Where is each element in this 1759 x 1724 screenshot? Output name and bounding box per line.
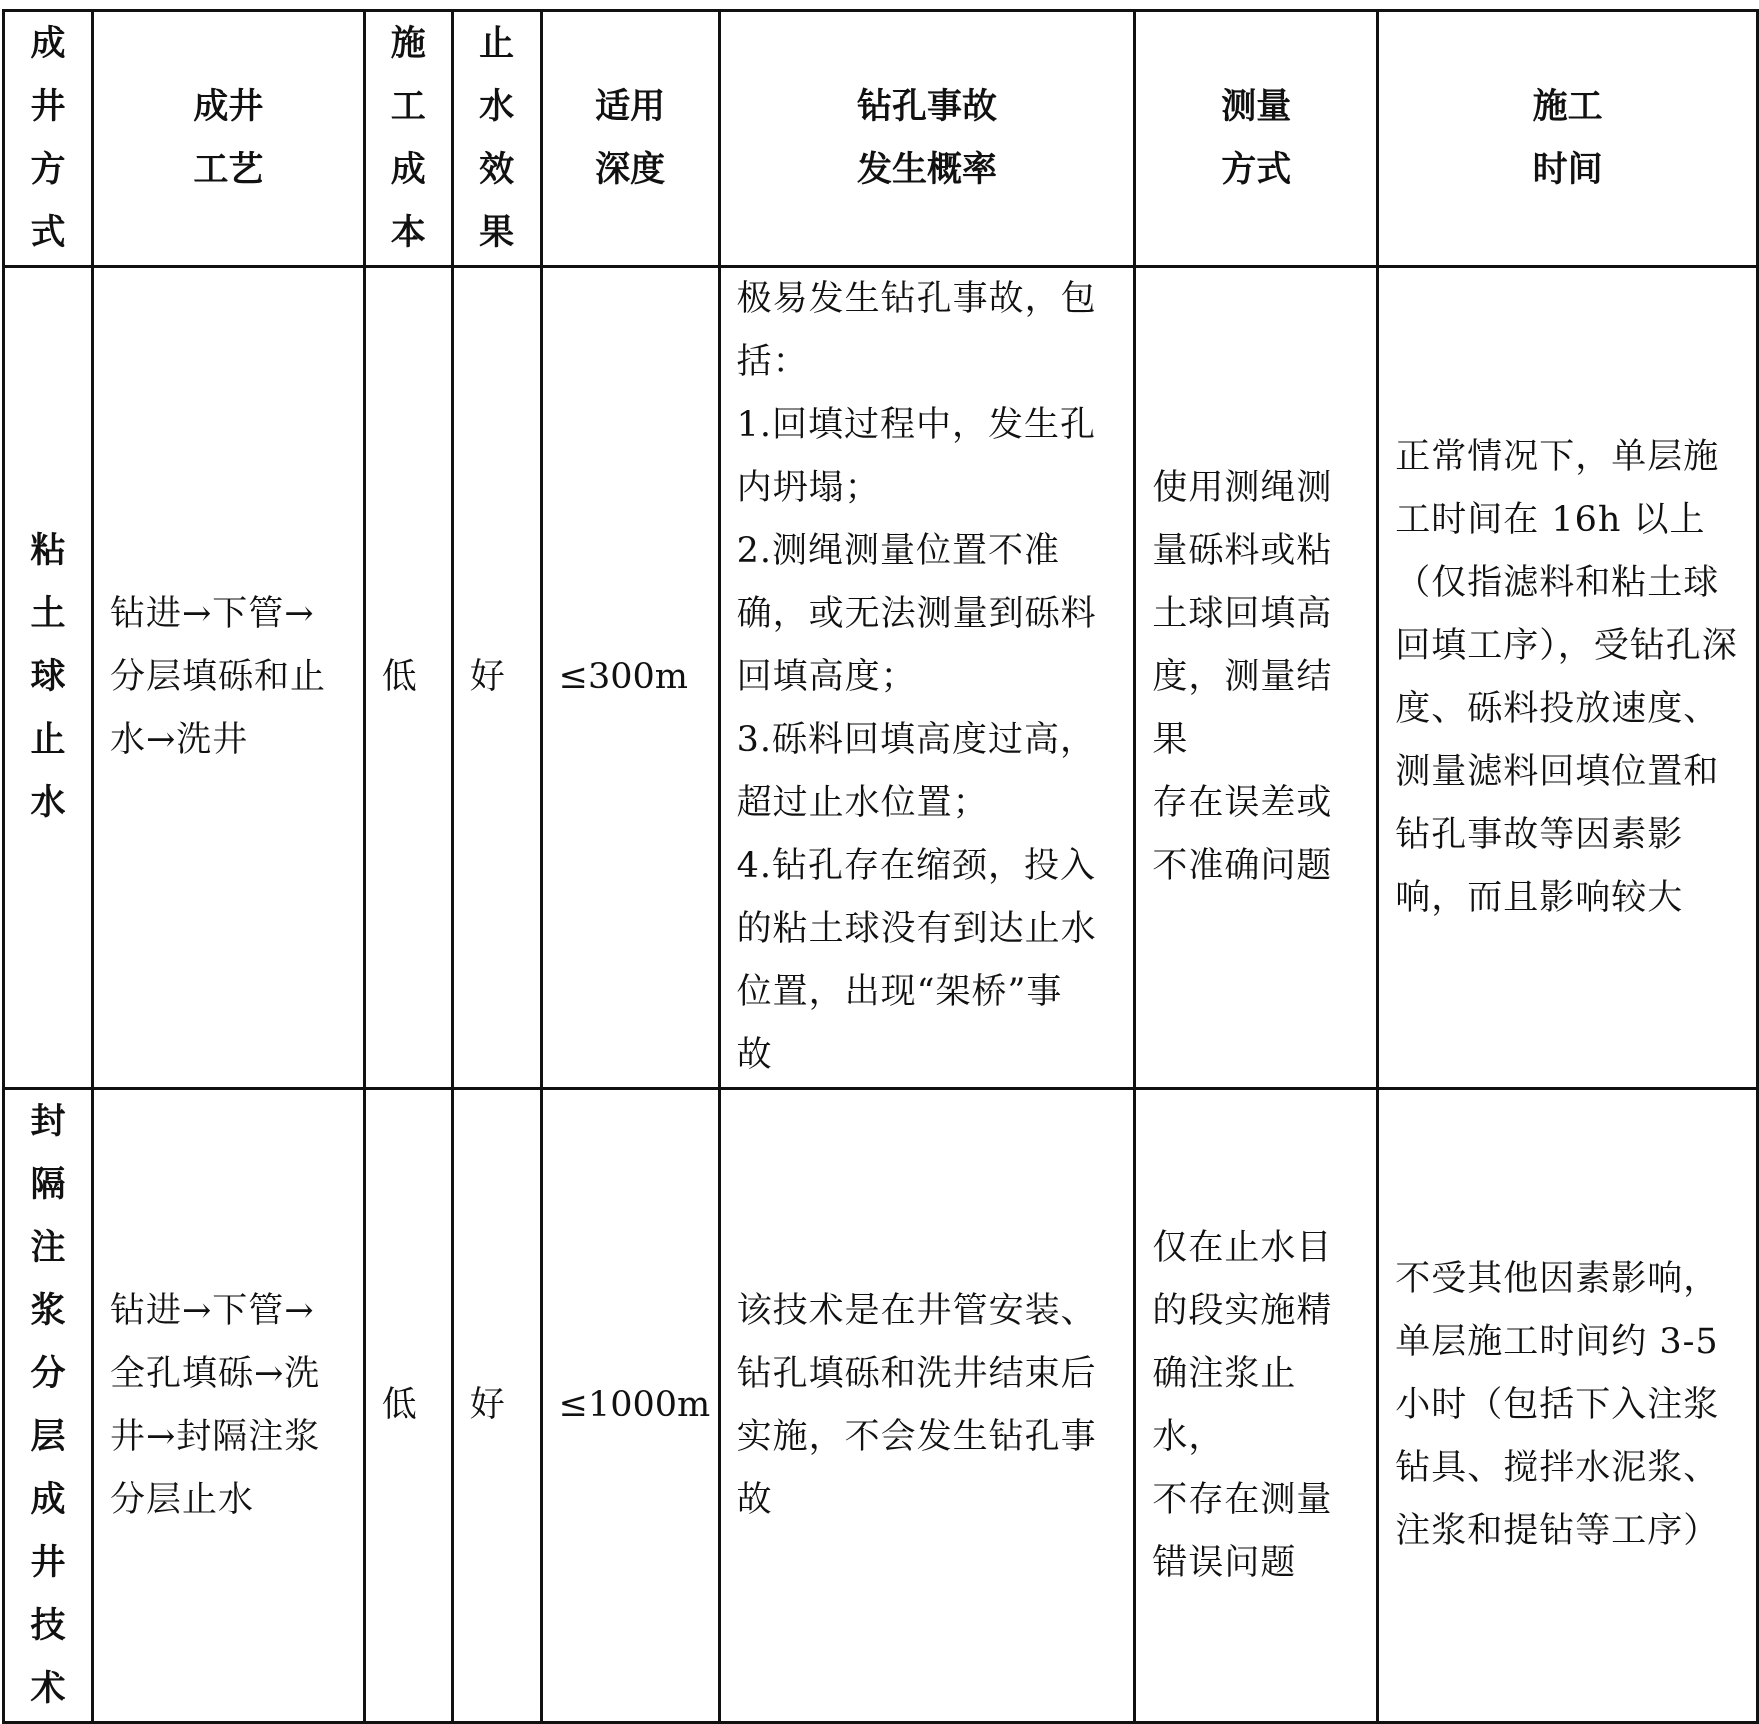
row2-depth: ≤1000m [541,1089,719,1723]
row2-time: 不受其他因素影响， 单层施工时间约 3-5 小时（包括下入注浆 钻具、搅拌水泥浆、 注浆和提钻等工序） [1378,1089,1758,1723]
header-depth: 适用 深度 [541,11,719,267]
row1-depth: ≤300m [541,267,719,1089]
header-effect [452,11,541,267]
row1-method [4,267,93,1089]
row2-process: 钻进→下管→ 全孔填砾→洗 井→封隔注浆 分层止水 [92,1089,364,1723]
row1-method-text: 粘 土 球 止 水 [30,531,66,823]
header-measure: 测量 方式 [1135,11,1378,267]
row1-cost: 低 [364,267,452,1089]
table-header-row [4,11,1758,267]
row2-method [4,1089,93,1723]
table-row-packer-grouting [4,1089,1758,1723]
row2-cost: 低 [364,1089,452,1723]
row2-method-text: 封 隔 注 浆 分 层 成 井 技 术 [30,1101,66,1709]
row1-effect: 好 [452,267,541,1089]
row1-time: 正常情况下，单层施 工时间在 16h 以上 （仅指滤料和粘土球 回填工序），受钻孔深 度、砾料投放速度、 测量滤料回填位置和 钻孔事故等因素影 响，而且影响较大 [1378,267,1758,1089]
header-effect-text: 止 水 效 果 [479,23,515,253]
row1-process: 钻进→下管→ 分层填砾和止 水→洗井 [92,267,364,1089]
header-accident: 钻孔事故 发生概率 [719,11,1135,267]
header-method-text: 成 井 方 式 [30,23,66,253]
row2-effect: 好 [452,1089,541,1723]
row2-accident: 该技术是在井管安装、 钻孔填砾和洗井结束后 实施，不会发生钻孔事 故 [719,1089,1135,1723]
row2-measure: 仅在止水目 的段实施精 确注浆止水， 不存在测量 错误问题 [1135,1089,1378,1723]
header-method [4,11,93,267]
header-time: 施工 时间 [1378,11,1758,267]
row1-accident: 极易发生钻孔事故，包 括： 1.回填过程中，发生孔 内坍塌； 2.测绳测量位置不准 确，或无法测量到砾料 回填高度； 3.砾料回填高度过高， 超过止水位置； 4.钻孔存在缩颈，投入 的粘土球没有到达止水 位置，出现“架桥”事 故 [719,267,1135,1089]
header-cost-text: 施 工 成 本 [390,23,426,253]
table-row-clay-ball [4,267,1758,1089]
comparison-table [2,9,1759,1724]
row1-measure: 使用测绳测 量砾料或粘 土球回填高 度，测量结果 存在误差或 不准确问题 [1135,267,1378,1089]
header-process: 成井 工艺 [92,11,364,267]
header-cost [364,11,452,267]
caption-remnant [300,0,480,6]
